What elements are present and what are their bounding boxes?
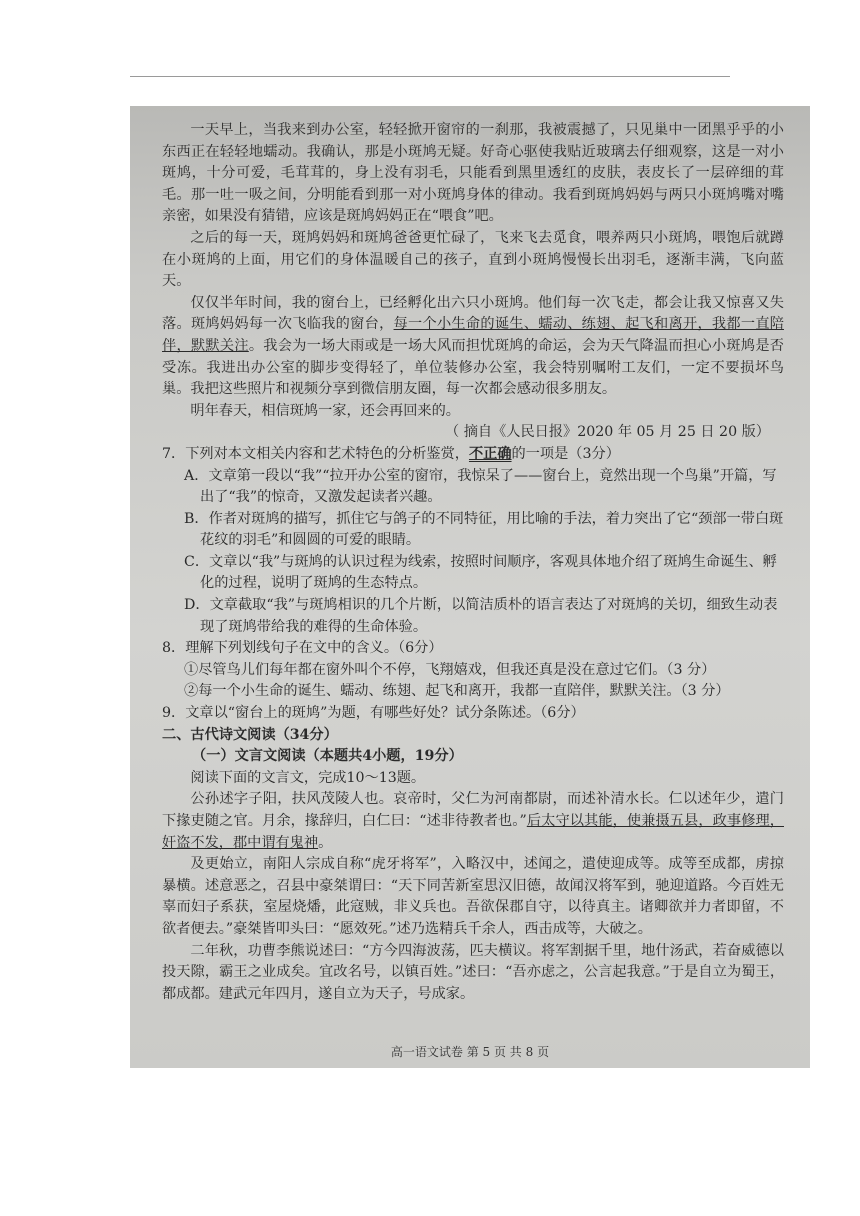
passage-source: （ 摘自《人民日报》2020 年 05 月 25 日 20 版） xyxy=(445,424,770,441)
paragraph-3-text: 仅仅半年时间，我的窗台上，已经孵化出六只小斑鸠。他们每一次飞走，都会让我又惊喜又失落。斑鸠妈妈每一次飞临我的窗台， xyxy=(162,294,784,333)
exam-page-photo xyxy=(130,106,810,1068)
section-2-title: 二、古代诗文阅读（34分） xyxy=(162,726,338,743)
classical-paragraph-1-text: 公孙述字子阳，扶风茂陵人也。哀帝时，父仁为河南都尉，而述补清水长。仁以述年少，遣门下掾吏随之官。月余，掾辞归，白仁曰：“述非待教者也。” xyxy=(162,791,784,829)
classical-underlined-sentence: 后太守以其能，使兼摄五县，政事修理，奸盗不发，郡中谓有鬼神 xyxy=(162,813,784,851)
question-7-option-d: D．文章截取“我”与斑鸠相识的几个片断，以简洁质朴的语言表达了对斑鸠的关切，细致生动表现了斑鸠带给我的难得的生命体验。 xyxy=(184,597,778,635)
section-2-instruction: 阅读下面的文言文，完成10～13题。 xyxy=(190,769,426,786)
classical-paragraph-1-end: 。 xyxy=(318,834,333,851)
section-2-subtitle: （一）文言文阅读（本题共4小题，19分） xyxy=(192,748,463,765)
page-footer: 高一语文试卷 第 5 页 共 8 页 xyxy=(390,1045,550,1059)
exam-page-content xyxy=(162,120,784,1005)
question-8-item-1: ①尽管鸟儿们每年都在窗外叫个不停，飞翔嬉戏，但我还真是没在意过它们。（3 分） xyxy=(184,661,716,678)
question-8-item-2: ②每一个小生命的诞生、蠕动、练翅、起飞和离开，我都一直陪伴，默默关注。（3 分） xyxy=(184,683,730,700)
classical-paragraph-2: 及更始立，南阳人宗成自称“虎牙将军”，入略汉中，述闻之，遣使迎成等。成等至成都，虏掠暴横。述意恶之，召县中豪桀谓曰：“天下同苦新室思汉旧德，故闻汉将军到，驰迎道路。今百姓无辜而妇子系获，室屋烧燔，此寇贼，非义兵也。吾欲保郡自守，以待真主。诸卿欲并力者即留，不欲者便去。”豪桀皆叩头曰：“愿效死。”述乃选精兵千余人，西击成等，大破之。 xyxy=(162,856,784,937)
underlined-sentence: 每一个小生命的诞生、蠕动、练翅、起飞和离开，我都一直陪伴，默默关注 xyxy=(162,316,784,354)
question-8: 8．理解下列划线句子在文中的含义。（6分） xyxy=(162,640,443,657)
question-7-option-a: A．文章第一段以“我”“拉开办公室的窗帘，我惊呆了——窗台上，竟然出现一个鸟巢”开篇，写出了“我”的惊奇，又激发起读者兴趣。 xyxy=(184,467,777,506)
question-7-option-b: B．作者对斑鸠的描写，抓住它与鸽子的不同特征，用比喻的手法，着力突出了它“颈部一带白斑花纹的羽毛”和圆圆的可爱的眼睛。 xyxy=(184,510,784,549)
top-rule xyxy=(130,76,730,77)
passage-paragraph-4: 明年春天，相信斑鸠一家，还会再回来的。 xyxy=(190,402,460,419)
paragraph-3-text-end: 。我会为一场大雨或是一场大风而担忧斑鸠的命运，会为天气降温而担心小斑鸠是否受冻。我进出办公室的脚步变得轻了，单位装修办公室，我会特别嘱咐工友们，一定不要损坏鸟巢。我把这些照片和视频分享到微信朋友圈，每一次都会感动很多朋友。 xyxy=(162,337,784,398)
question-7-stem-end: 的一项是（3分） xyxy=(511,445,620,462)
passage-paragraph-2: 之后的每一天，斑鸠妈妈和斑鸠爸爸更忙碌了，飞来飞去觅食，喂养两只小斑鸠，喂饱后就蹲在小斑鸠的上面，用它们的身体温暖自己的孩子，直到小斑鸠慢慢长出羽毛，逐渐丰满，飞向蓝天。 xyxy=(162,229,784,290)
classical-paragraph-1 xyxy=(162,789,784,854)
classical-paragraph-3: 二年秋，功曹李熊说述曰：“方今四海波荡，匹夫横议。将军割据千里，地什汤武，若奋威德以投天隙，霸王之业成矣。宜改名号，以镇百姓。”述曰：“吾亦虑之，公言起我意。”于是自立为蜀王，都成都。建武元年四月，遂自立为天子，号成家。 xyxy=(162,942,785,1002)
question-7-stem: 7．下列对本文相关内容和艺术特色的分析鉴赏， xyxy=(162,445,469,462)
question-7 xyxy=(162,444,784,466)
question-9: 9．文章以“窗台上的斑鸠”为题，有哪些好处？试分条陈述。（6分） xyxy=(162,705,585,722)
question-7-emphasis: 不正确 xyxy=(468,445,512,462)
passage-paragraph-1: 一天早上，当我来到办公室，轻轻掀开窗帘的一刹那，我被震撼了，只见巢中一团黑乎乎的小东西正在轻轻地蠕动。我确认，那是小斑鸠无疑。好奇心驱使我贴近玻璃去仔细观察，这是一对小斑鸠，十分可爱，毛茸茸的，身上没有羽毛，只能看到黑里透红的皮肤，表皮长了一层碎细的茸毛。那一吐一吸之间，分明能看到那一对小斑鸠身体的律动。我看到斑鸠妈妈与两只小斑鸠嘴对嘴亲密，如果没有猜错，应该是斑鸠妈妈正在“喂食”吧。 xyxy=(162,122,784,225)
passage-paragraph-3 xyxy=(162,293,784,401)
question-7-option-c: C．文章以“我”与斑鸠的认识过程为线索，按照时间顺序，客观具体地介绍了斑鸠生命诞生、孵化的过程，说明了斑鸠的生态特点。 xyxy=(184,553,777,592)
